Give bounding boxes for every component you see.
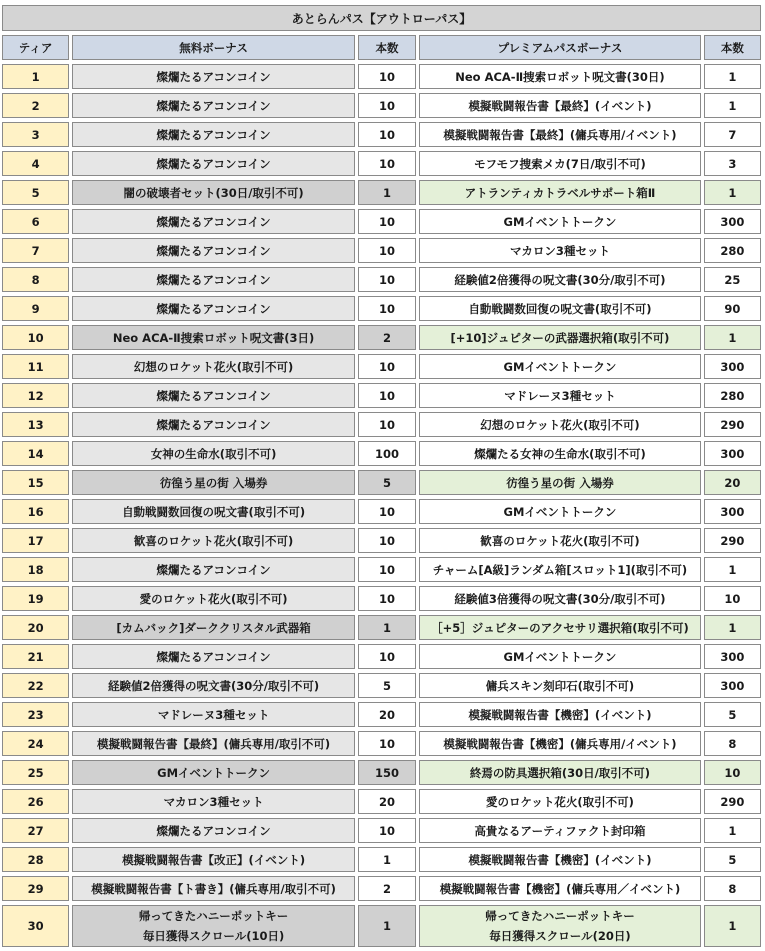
tier-cell[interactable]: 4: [2, 151, 69, 176]
table-row: [2, 702, 761, 727]
free-bonus-cell[interactable]: 燦爛たるアコンコイン: [72, 64, 355, 89]
table-row: [2, 180, 761, 205]
free-bonus-cell[interactable]: 燦爛たるアコンコイン: [72, 818, 355, 843]
tier-cell[interactable]: 22: [2, 673, 69, 698]
premium-count-cell[interactable]: 290: [704, 789, 761, 814]
premium-bonus-cell[interactable]: 燦爛たる女神の生命水(取引不可): [419, 441, 701, 466]
header-tier[interactable]: ティア: [2, 35, 69, 60]
free-bonus-cell[interactable]: 模擬戦闘報告書【最終】(傭兵専用/取引不可): [72, 731, 355, 756]
table-body: [2, 64, 761, 947]
free-count-cell[interactable]: 10: [358, 64, 416, 89]
premium-count-cell[interactable]: 7: [704, 122, 761, 147]
table-row: [2, 847, 761, 872]
table-row: [2, 296, 761, 321]
table-row: [2, 354, 761, 379]
free-count-cell[interactable]: 2: [358, 325, 416, 350]
premium-count-cell[interactable]: 300: [704, 441, 761, 466]
premium-bonus-cell[interactable]: 模擬戦闘報告書【機密】(傭兵専用／イベント): [419, 876, 701, 901]
free-bonus-cell[interactable]: 燦爛たるアコンコイン: [72, 267, 355, 292]
free-bonus-cell[interactable]: 燦爛たるアコンコイン: [72, 238, 355, 263]
header-free-bonus[interactable]: 無料ボーナス: [72, 35, 355, 60]
table-row: [2, 470, 761, 495]
premium-bonus-cell[interactable]: 模擬戦闘報告書【最終】(イベント): [419, 93, 701, 118]
tier-cell[interactable]: 21: [2, 644, 69, 669]
premium-count-cell[interactable]: 280: [704, 238, 761, 263]
premium-count-cell[interactable]: 5: [704, 702, 761, 727]
tier-cell[interactable]: 1: [2, 64, 69, 89]
tier-cell[interactable]: 5: [2, 180, 69, 205]
table-row: [2, 209, 761, 234]
free-bonus-cell[interactable]: 燦爛たるアコンコイン: [72, 644, 355, 669]
premium-bonus-cell[interactable]: アトランティカトラベルサポート箱Ⅱ: [419, 180, 701, 205]
premium-bonus-cell[interactable]: GMイベントトークン: [419, 209, 701, 234]
free-count-cell[interactable]: 20: [358, 702, 416, 727]
free-count-cell[interactable]: 10: [358, 267, 416, 292]
table-row: [2, 673, 761, 698]
free-bonus-cell[interactable]: 経験値2倍獲得の呪文書(30分/取引不可): [72, 673, 355, 698]
premium-count-cell[interactable]: 1: [704, 615, 761, 640]
free-bonus-cell[interactable]: 燦爛たるアコンコイン: [72, 296, 355, 321]
free-count-cell[interactable]: 1: [358, 180, 416, 205]
premium-bonus-cell[interactable]: 終焉の防具選択箱(30日/取引不可): [419, 760, 701, 785]
tier-cell[interactable]: 16: [2, 499, 69, 524]
free-bonus-cell[interactable]: 彷徨う星の街 入場券: [72, 470, 355, 495]
tier-cell[interactable]: 9: [2, 296, 69, 321]
premium-count-cell[interactable]: 1: [704, 905, 761, 947]
premium-bonus-cell[interactable]: GMイベントトークン: [419, 499, 701, 524]
premium-count-cell[interactable]: 300: [704, 673, 761, 698]
free-bonus-cell[interactable]: 模擬戦闘報告書【ト書き】(傭兵専用/取引不可): [72, 876, 355, 901]
free-count-cell[interactable]: 10: [358, 557, 416, 582]
free-count-cell[interactable]: 10: [358, 412, 416, 437]
tier-cell[interactable]: 24: [2, 731, 69, 756]
premium-count-cell[interactable]: 290: [704, 528, 761, 553]
table-row: [2, 789, 761, 814]
free-count-cell[interactable]: 10: [358, 586, 416, 611]
free-bonus-cell[interactable]: 自動戦闘数回復の呪文書(取引不可): [72, 499, 355, 524]
free-count-cell[interactable]: 10: [358, 644, 416, 669]
free-bonus-cell[interactable]: 燦爛たるアコンコイン: [72, 122, 355, 147]
free-count-cell[interactable]: 10: [358, 818, 416, 843]
table-row: [2, 383, 761, 408]
premium-count-cell[interactable]: 90: [704, 296, 761, 321]
premium-count-cell[interactable]: 20: [704, 470, 761, 495]
tier-cell[interactable]: 25: [2, 760, 69, 785]
free-bonus-cell[interactable]: マカロン3種セット: [72, 789, 355, 814]
title-row: [2, 5, 761, 31]
table-row: [2, 151, 761, 176]
premium-bonus-cell[interactable]: 愛のロケット花火(取引不可): [419, 789, 701, 814]
free-count-cell[interactable]: 5: [358, 673, 416, 698]
free-bonus-cell[interactable]: 女神の生命水(取引不可): [72, 441, 355, 466]
table-row: [2, 818, 761, 843]
premium-bonus-cell[interactable]: 傭兵スキン刻印石(取引不可): [419, 673, 701, 698]
free-count-cell[interactable]: 100: [358, 441, 416, 466]
premium-count-cell[interactable]: 10: [704, 586, 761, 611]
premium-count-cell[interactable]: 300: [704, 209, 761, 234]
free-count-cell[interactable]: 1: [358, 615, 416, 640]
free-bonus-cell[interactable]: 燦爛たるアコンコイン: [72, 557, 355, 582]
table-row: [2, 325, 761, 350]
table-row: [2, 412, 761, 437]
free-bonus-cell[interactable]: 燦爛たるアコンコイン: [72, 151, 355, 176]
free-bonus-cell[interactable]: 模擬戦闘報告書【改正】(イベント): [72, 847, 355, 872]
table-row: [2, 760, 761, 785]
table-row: [2, 731, 761, 756]
premium-count-cell[interactable]: 1: [704, 325, 761, 350]
table-row: [2, 905, 761, 947]
premium-count-cell[interactable]: 8: [704, 876, 761, 901]
free-count-cell[interactable]: 10: [358, 93, 416, 118]
free-count-cell[interactable]: 10: [358, 209, 416, 234]
premium-bonus-cell[interactable]: [+10]ジュピターの武器選択箱(取引不可): [419, 325, 701, 350]
free-count-cell[interactable]: 1: [358, 847, 416, 872]
table-row: [2, 64, 761, 89]
premium-count-cell[interactable]: 25: [704, 267, 761, 292]
table-row: [2, 557, 761, 582]
premium-count-cell[interactable]: 300: [704, 499, 761, 524]
free-count-cell[interactable]: 10: [358, 383, 416, 408]
table-row: [2, 93, 761, 118]
premium-count-cell[interactable]: 290: [704, 412, 761, 437]
tier-cell[interactable]: 18: [2, 557, 69, 582]
free-bonus-cell[interactable]: 燦爛たるアコンコイン: [72, 383, 355, 408]
header-premium-bonus[interactable]: プレミアムパスボーナス: [419, 35, 701, 60]
free-count-cell[interactable]: 10: [358, 499, 416, 524]
tier-cell[interactable]: 15: [2, 470, 69, 495]
free-count-cell[interactable]: 10: [358, 731, 416, 756]
table-row: [2, 499, 761, 524]
free-bonus-cell[interactable]: 燦爛たるアコンコイン: [72, 412, 355, 437]
premium-bonus-cell[interactable]: チャーム[A級]ランダム箱[スロット1](取引不可): [419, 557, 701, 582]
free-count-cell[interactable]: 2: [358, 876, 416, 901]
tier-cell[interactable]: 7: [2, 238, 69, 263]
free-bonus-cell[interactable]: 闇の破壊者セット(30日/取引不可): [72, 180, 355, 205]
premium-bonus-cell[interactable]: 歓喜のロケット花火(取引不可): [419, 528, 701, 553]
free-bonus-cell[interactable]: [カムバック]ダーククリスタル武器箱: [72, 615, 355, 640]
premium-bonus-cell[interactable]: GMイベントトークン: [419, 354, 701, 379]
premium-bonus-cell[interactable]: 模擬戦闘報告書【最終】(傭兵専用/イベント): [419, 122, 701, 147]
premium-bonus-cell[interactable]: 彷徨う星の街 入場券: [419, 470, 701, 495]
tier-cell[interactable]: 27: [2, 818, 69, 843]
free-count-cell[interactable]: 20: [358, 789, 416, 814]
tier-cell[interactable]: 17: [2, 528, 69, 553]
free-bonus-cell[interactable]: マドレーヌ3種セット: [72, 702, 355, 727]
free-count-cell[interactable]: 1: [358, 905, 416, 947]
free-bonus-cell[interactable]: 歓喜のロケット花火(取引不可): [72, 528, 355, 553]
premium-count-cell[interactable]: 1: [704, 64, 761, 89]
premium-count-cell[interactable]: 280: [704, 383, 761, 408]
free-count-cell[interactable]: 10: [358, 528, 416, 553]
free-count-cell[interactable]: 10: [358, 296, 416, 321]
free-bonus-cell[interactable]: 愛のロケット花火(取引不可): [72, 586, 355, 611]
free-count-cell[interactable]: 10: [358, 122, 416, 147]
premium-count-cell[interactable]: 1: [704, 93, 761, 118]
premium-count-cell[interactable]: 1: [704, 557, 761, 582]
premium-bonus-cell[interactable]: 幻想のロケット花火(取引不可): [419, 412, 701, 437]
free-bonus-cell[interactable]: 燦爛たるアコンコイン: [72, 209, 355, 234]
premium-bonus-cell[interactable]: モフモフ捜索メカ(7日/取引不可): [419, 151, 701, 176]
tier-cell[interactable]: 6: [2, 209, 69, 234]
free-bonus-cell[interactable]: GMイベントトークン: [72, 760, 355, 785]
premium-bonus-cell[interactable]: Neo ACA-Ⅱ捜索ロボット呪文書(30日): [419, 64, 701, 89]
free-bonus-cell[interactable]: Neo ACA-Ⅱ捜索ロボット呪文書(3日): [72, 325, 355, 350]
premium-count-cell[interactable]: 5: [704, 847, 761, 872]
tier-cell[interactable]: 23: [2, 702, 69, 727]
table-row: [2, 528, 761, 553]
premium-bonus-cell[interactable]: 模擬戦闘報告書【機密】(イベント): [419, 702, 701, 727]
table-row: [2, 644, 761, 669]
free-bonus-cell[interactable]: 帰ってきたハニーポットキー 毎日獲得スクロール(10日): [72, 905, 355, 947]
free-bonus-cell[interactable]: 燦爛たるアコンコイン: [72, 93, 355, 118]
header-premium-count[interactable]: 本数: [704, 35, 761, 60]
free-count-cell[interactable]: 10: [358, 151, 416, 176]
tier-cell[interactable]: 26: [2, 789, 69, 814]
header-row: [2, 35, 761, 60]
tier-cell[interactable]: 30: [2, 905, 69, 947]
tier-cell[interactable]: 10: [2, 325, 69, 350]
premium-count-cell[interactable]: 300: [704, 644, 761, 669]
tier-cell[interactable]: 8: [2, 267, 69, 292]
free-bonus-cell[interactable]: 幻想のロケット花火(取引不可): [72, 354, 355, 379]
tier-cell[interactable]: 19: [2, 586, 69, 611]
premium-bonus-cell[interactable]: GMイベントトークン: [419, 644, 701, 669]
free-count-cell[interactable]: 5: [358, 470, 416, 495]
premium-bonus-cell[interactable]: 自動戦闘数回復の呪文書(取引不可): [419, 296, 701, 321]
premium-bonus-cell[interactable]: 経験値2倍獲得の呪文書(30分/取引不可): [419, 267, 701, 292]
table-row: [2, 238, 761, 263]
header-free-count[interactable]: 本数: [358, 35, 416, 60]
premium-count-cell[interactable]: 3: [704, 151, 761, 176]
reward-table: [0, 1, 764, 951]
premium-count-cell[interactable]: 1: [704, 180, 761, 205]
tier-cell[interactable]: 3: [2, 122, 69, 147]
premium-count-cell[interactable]: 300: [704, 354, 761, 379]
tier-cell[interactable]: 14: [2, 441, 69, 466]
premium-bonus-cell[interactable]: 帰ってきたハニーポットキー 毎日獲得スクロール(20日): [419, 905, 701, 947]
premium-bonus-cell[interactable]: ［+5］ジュピターのアクセサリ選択箱(取引不可): [419, 615, 701, 640]
free-count-cell[interactable]: 10: [358, 238, 416, 263]
tier-cell[interactable]: 20: [2, 615, 69, 640]
tier-cell[interactable]: 11: [2, 354, 69, 379]
premium-bonus-cell[interactable]: 経験値3倍獲得の呪文書(30分/取引不可): [419, 586, 701, 611]
table-row: [2, 122, 761, 147]
premium-bonus-cell[interactable]: 模擬戦闘報告書【機密】(イベント): [419, 847, 701, 872]
tier-cell[interactable]: 13: [2, 412, 69, 437]
table-row: [2, 441, 761, 466]
premium-count-cell[interactable]: 8: [704, 731, 761, 756]
premium-bonus-cell[interactable]: マドレーヌ3種セット: [419, 383, 701, 408]
free-count-cell[interactable]: 150: [358, 760, 416, 785]
tier-cell[interactable]: 2: [2, 93, 69, 118]
premium-bonus-cell[interactable]: マカロン3種セット: [419, 238, 701, 263]
tier-cell[interactable]: 12: [2, 383, 69, 408]
premium-count-cell[interactable]: 10: [704, 760, 761, 785]
premium-count-cell[interactable]: 1: [704, 818, 761, 843]
tier-cell[interactable]: 29: [2, 876, 69, 901]
tier-cell[interactable]: 28: [2, 847, 69, 872]
table-row: [2, 586, 761, 611]
table-row: [2, 615, 761, 640]
premium-bonus-cell[interactable]: 高貴なるアーティファクト封印箱: [419, 818, 701, 843]
table-title[interactable]: あとらんパス【アウトローパス】: [2, 5, 761, 31]
premium-bonus-cell[interactable]: 模擬戦闘報告書【機密】(傭兵専用/イベント): [419, 731, 701, 756]
table-row: [2, 267, 761, 292]
free-count-cell[interactable]: 10: [358, 354, 416, 379]
